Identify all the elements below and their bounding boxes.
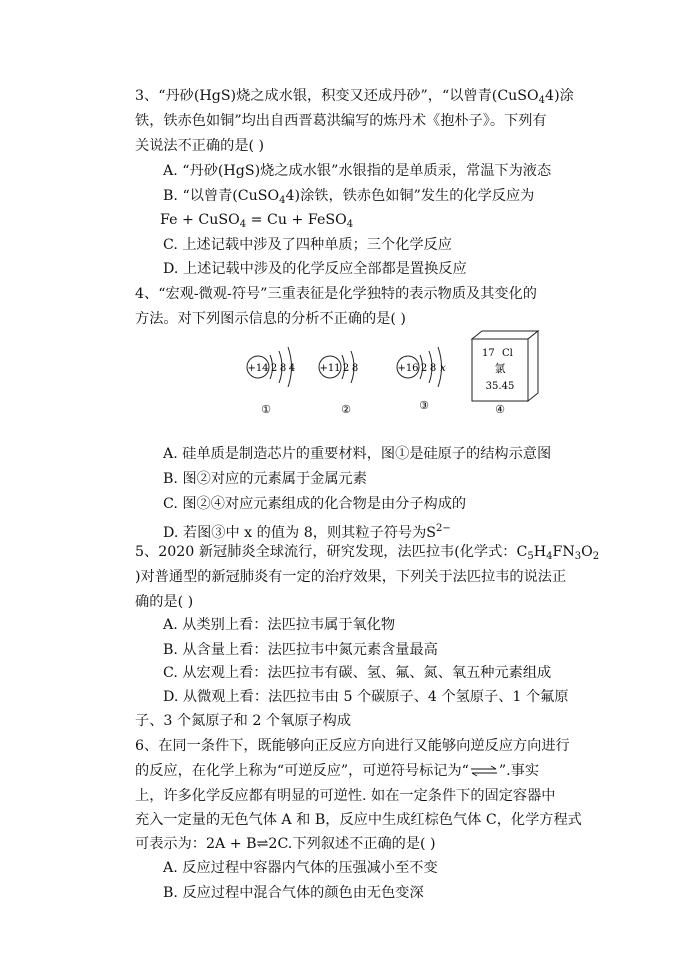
element-cell-chlorine [472,331,538,416]
atomic-mass: 35.45 [485,381,515,392]
element-symbol: Cl [502,348,513,359]
q3-equation: Fe + CuSO$_4$ = Cu + FeSO$_4$ [160,212,354,230]
nucleus-charge-3: +16 [397,363,419,374]
atom-structure-figure [236,327,548,419]
q3-option-a: A. “丹砂(HgS)烧之成水银”水银指的是单质汞，常温下为液态 [163,163,552,179]
q3-stem-line-3: 关说法不正确的是( ) [135,138,265,154]
q5-option-a: A. 从类别上看：法匹拉韦属于氧化物 [163,617,396,633]
q5-option-d-line-2: 子、3 个氮原子和 2 个氧原子构成 [135,713,352,729]
q4-option-d: D. 若图③中 x 的值为 8，则其粒子符号为$S^{2-}$ [163,523,451,541]
shell-count: 2 [420,363,428,374]
atom-diagram-1 [247,347,295,416]
atom-diagram-3 [397,347,446,412]
q5-stem-line-1: 5、2020 新冠肺炎全球流行，研究发现，法匹拉韦(化学式：$C_5H_4FN_3O_2$ [135,544,600,562]
reversible-arrow-icon [470,765,498,777]
q5-option-b: B. 从含量上看：法匹拉韦中氮元素含量最高 [163,642,438,658]
q3-stem-line-1: 3、“丹砂(HgS)烧之成水银，积变又还成丹砂”，“以曾青(CuSO$_4$4)涂 [135,88,574,106]
q6-option-b: B. 反应过程中混合气体的颜色由无色变深 [163,885,424,901]
q3-option-d: D. 上述记载中涉及的化学反应全部都是置换反应 [163,261,467,277]
shell-count: 2 [270,363,278,374]
q3-option-b: B. “以曾青(CuSO$_4$4)涂铁，铁赤色如铜”发生的化学反应为 [163,188,535,206]
figure-label-4: ④ [495,403,505,416]
q5-stem-line-2: )对普通型的新冠肺炎有一定的治疗效果，下列关于法匹拉韦的说法正 [135,569,567,585]
q3-stem-line-2: 铁，铁赤色如铜”均出自西晋葛洪编写的炼丹术《抱朴子》。下列有 [135,113,547,129]
q6-stem-line-1: 6、在同一条件下，既能够向正反应方向进行又能够向逆反应方向进行 [135,738,570,754]
atom-diagram-2 [319,351,358,416]
figure-label-3: ③ [419,399,429,412]
q4-stem-line-1: 4、“宏观-微观-符号”三重表征是化学独特的表示物质及其变化的 [135,286,537,302]
q6-stem-line-2: 的反应，在化学上称为“可逆反应”，可逆符号标记为“ ”.事实 [135,763,540,779]
q3-option-c: C. 上述记载中涉及了四种单质；三个化学反应 [163,237,452,253]
shell-count: 4 [288,363,296,374]
shell-count: 8 [429,363,437,374]
nucleus-charge-1: +14 [247,363,269,374]
q5-stem-line-3: 确的是( ) [135,594,194,610]
shell-count: 2 [342,363,350,374]
nucleus-charge-2: +11 [319,363,341,374]
q6-stem-line-3: 上，许多化学反应都有明显的可逆性. 如在一定条件下的固定容器中 [135,788,556,804]
figure-label-1: ① [261,403,271,416]
q4-option-a: A. 硅单质是制造芯片的重要材料，图①是硅原子的结构示意图 [163,446,552,462]
q4-option-b: B. 图②对应的元素属于金属元素 [163,471,367,487]
q4-stem-line-2: 方法。对下列图示信息的分析不正确的是( ) [135,311,406,327]
q4-option-c: C. 图②④对应元素组成的化合物是由分子构成的 [163,496,467,512]
atomic-number: 17 [482,348,495,359]
shell-count: x [440,363,446,374]
q6-stem-line-4: 充入一定量的无色气体 A 和 B，反应中生成红棕色气体 C，化学方程式 [135,812,582,828]
q5-option-c: C. 从宏观上看：法匹拉韦有碳、氢、氟、氮、氧五种元素组成 [163,665,552,681]
q5-option-d-line-1: D. 从微观上看：法匹拉韦由 5 个碳原子、4 个氢原子、1 个氟原 [163,689,569,705]
shell-count: 8 [351,363,359,374]
figure-label-2: ② [341,403,351,416]
q6-option-a: A. 反应过程中容器内气体的压强减小至不变 [163,860,438,876]
element-name: 氯 [494,362,506,375]
shell-count: 8 [279,363,287,374]
q6-stem-line-5: 可表示为：2A + B⇌2C.下列叙述不正确的是( ) [135,836,436,852]
